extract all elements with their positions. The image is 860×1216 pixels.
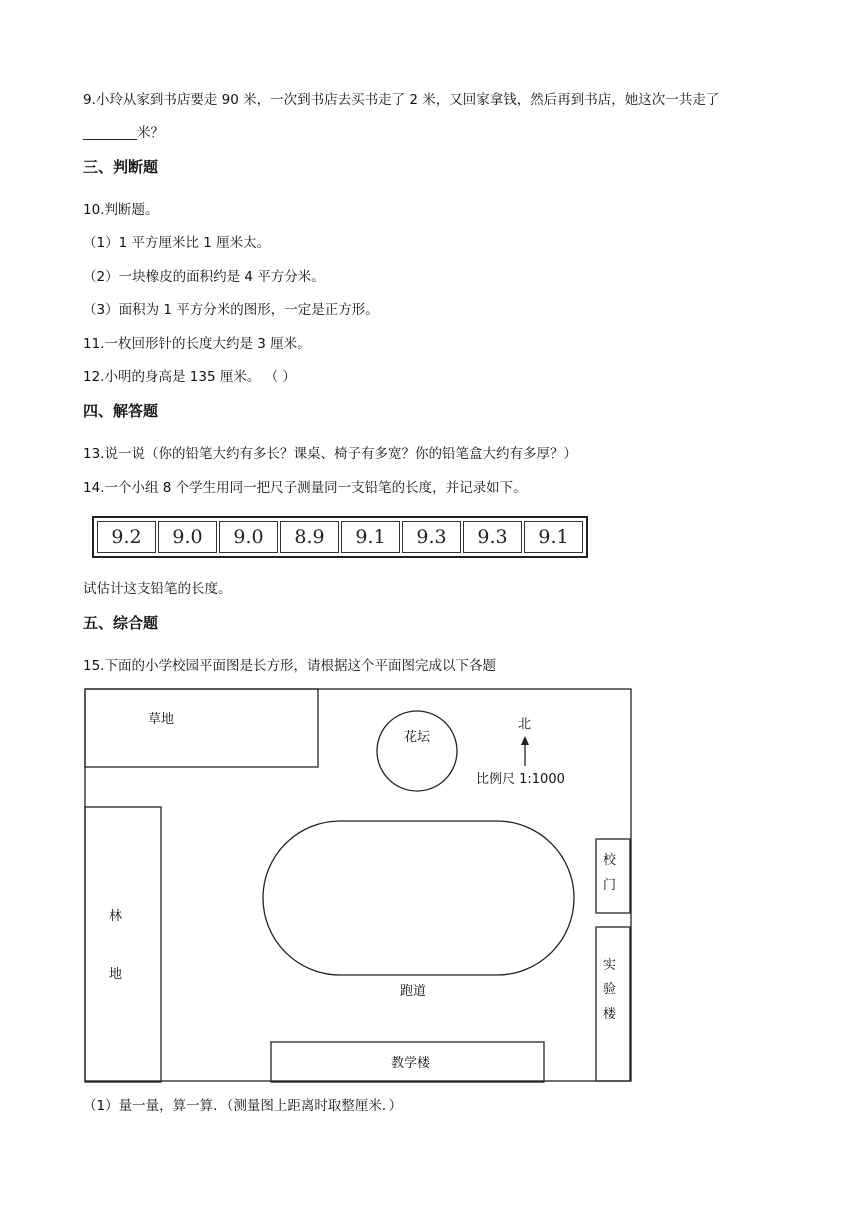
measurement-cell: 9.3: [463, 521, 522, 553]
q15-sub1: （1）量一量，算一算．（测量图上距离时取整厘米．）: [83, 1098, 403, 1114]
north-label: 北: [518, 717, 532, 732]
q15-stem: 15.下面的小学校园平面图是长方形，请根据这个平面图完成以下各题: [83, 658, 496, 674]
lab-label-2: 验: [603, 982, 617, 997]
measurement-cell: 9.0: [158, 521, 217, 553]
gate-label-2: 门: [603, 878, 617, 893]
lab-label-1: 实: [603, 958, 617, 973]
north-arrowhead-icon: [521, 736, 529, 745]
woods-label-2: 地: [109, 967, 123, 982]
q10-stem: 10.判断题。: [83, 202, 159, 218]
measurement-table: [92, 516, 588, 558]
track-oval: [263, 821, 574, 975]
track-label: 跑道: [400, 984, 427, 999]
flowerbed-label: 花坛: [404, 730, 431, 745]
campus-boundary: [85, 689, 631, 1081]
q10-item-1: （1）1 平方厘米比 1 厘米太。: [83, 235, 271, 251]
gate-area: [596, 839, 630, 913]
scale-label: 比例尺 1:1000: [476, 772, 565, 787]
woods-label-1: 林: [109, 909, 123, 924]
measurement-cell: 9.2: [97, 521, 156, 553]
q14-stem: 14.一个小组 8 个学生用同一把尺子测量同一支铅笔的长度，并记录如下。: [83, 480, 527, 496]
measurement-cell: 8.9: [280, 521, 339, 553]
q14-followup: 试估计这支铅笔的长度。: [83, 581, 232, 597]
section-3-title: 三、判断题: [83, 158, 159, 176]
q9-line2: ________米？: [83, 125, 164, 141]
measurement-cell: 9.1: [341, 521, 400, 553]
section-5-title: 五、综合题: [83, 614, 159, 632]
grass-area: [85, 689, 318, 767]
lab-label-3: 楼: [603, 1007, 617, 1022]
gate-label-1: 校: [603, 853, 617, 868]
q13-text: 13.说一说（你的铅笔大约有多长？课桌、椅子有多宽？你的铅笔盒大约有多厚？）: [83, 446, 577, 462]
section-4-title: 四、解答题: [83, 402, 159, 420]
woods-area: [85, 807, 161, 1082]
q11-text: 11.一枚回形针的长度大约是 3 厘米。: [83, 336, 311, 352]
measurement-cell: 9.1: [524, 521, 583, 553]
q10-item-2: （2）一块橡皮的面积约是 4 平方分米。: [83, 269, 325, 285]
q10-item-3: （3）面积为 1 平方分米的图形，一定是正方形。: [83, 302, 379, 318]
grass-label: 草地: [148, 712, 175, 727]
q9-line1: 9.小玲从家到书店要走 90 米，一次到书店去买书走了 2 米，又回家拿钱，然后再到书店，她这次一共走了: [83, 92, 720, 108]
measurement-cell: 9.0: [219, 521, 278, 553]
measurement-cell: 9.3: [402, 521, 461, 553]
lab-building: [596, 927, 630, 1081]
teaching-label: 教学楼: [391, 1056, 431, 1071]
q12-text: 12.小明的身高是 135 厘米。 （ ）: [83, 369, 296, 385]
flowerbed-circle: [377, 711, 457, 791]
campus-map: [84, 688, 634, 1084]
